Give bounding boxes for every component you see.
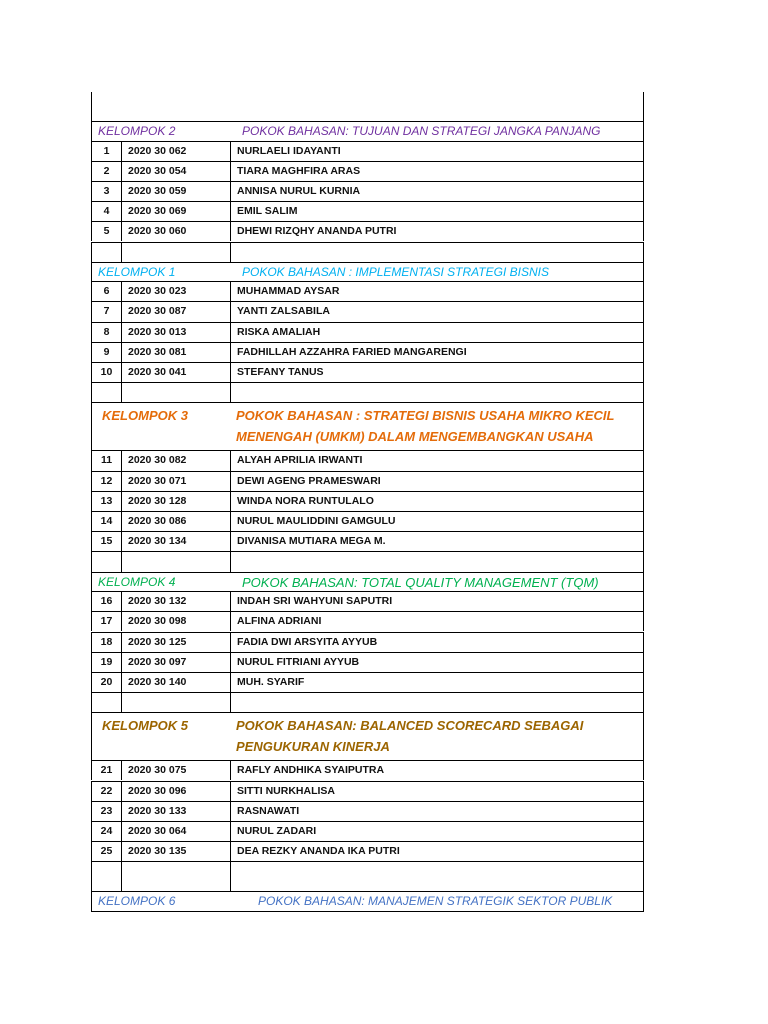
column-rule	[230, 450, 231, 470]
row-number: 19	[100, 655, 113, 668]
column-rule	[643, 342, 644, 362]
column-rule	[643, 221, 644, 241]
group-topic: POKOK BAHASAN : STRATEGI BISNIS USAHA MIKRO KECIL	[236, 408, 615, 424]
column-rule	[230, 281, 231, 301]
column-rule	[643, 531, 644, 551]
column-rule	[121, 611, 122, 631]
row-rule	[91, 342, 644, 343]
student-name: NURUL FITRIANI AYYUB	[237, 655, 360, 668]
column-rule	[121, 591, 122, 611]
column-rule	[643, 801, 644, 821]
column-rule	[230, 632, 231, 652]
row-number: 10	[100, 366, 113, 378]
column-rule	[230, 141, 231, 161]
column-rule	[121, 161, 122, 181]
row-rule	[91, 911, 644, 912]
column-rule	[643, 591, 644, 611]
student-name: MUHAMMAD AYSAR	[237, 285, 340, 298]
student-name: STEFANY TANUS	[237, 366, 324, 378]
row-number: 5	[103, 225, 110, 238]
group-topic: POKOK BAHASAN: MANAJEMEN STRATEGIK SEKTOR PUBLIK	[258, 894, 613, 909]
column-rule	[121, 382, 122, 402]
row-rule	[91, 551, 644, 552]
column-rule	[121, 221, 122, 241]
row-number: 12	[100, 474, 113, 487]
column-rule	[643, 491, 644, 511]
column-rule	[230, 491, 231, 511]
student-id: 2020 30 064	[128, 824, 187, 837]
column-rule	[643, 712, 644, 760]
column-rule	[643, 301, 644, 321]
column-rule	[230, 760, 231, 780]
row-number: 21	[100, 764, 113, 777]
student-name: NURUL MAULIDDINI GAMGULU	[237, 515, 396, 527]
column-rule	[121, 281, 122, 301]
row-rule	[91, 632, 644, 633]
row-number: 9	[103, 345, 110, 358]
column-rule	[230, 511, 231, 531]
column-rule	[643, 382, 644, 402]
column-rule	[643, 611, 644, 631]
student-id: 2020 30 041	[128, 366, 187, 378]
group-label: KELOMPOK 1	[98, 264, 176, 279]
column-rule	[643, 551, 644, 571]
student-id: 2020 30 098	[128, 615, 187, 628]
column-rule	[230, 652, 231, 672]
column-rule	[230, 201, 231, 221]
student-id: 2020 30 132	[128, 595, 187, 608]
column-rule	[643, 692, 644, 712]
student-id: 2020 30 086	[128, 515, 187, 527]
column-rule	[121, 781, 122, 801]
row-number: 23	[100, 804, 113, 817]
column-rule	[643, 760, 644, 780]
column-rule	[121, 632, 122, 652]
student-name: FADIA DWI ARSYITA AYYUB	[237, 635, 378, 648]
student-name: DEA REZKY ANANDA IKA PUTRI	[237, 845, 400, 858]
column-rule	[230, 362, 231, 382]
row-number: 15	[100, 535, 113, 548]
student-name: EMIL SALIM	[237, 205, 298, 218]
column-rule	[91, 262, 92, 282]
column-rule	[91, 861, 92, 891]
row-rule	[91, 382, 644, 383]
student-id: 2020 30 082	[128, 454, 187, 467]
row-rule	[91, 491, 644, 492]
student-name: DHEWI RIZQHY ANANDA PUTRI	[237, 225, 397, 238]
column-rule	[121, 801, 122, 821]
student-name: DIVANISA MUTIARA MEGA M.	[237, 535, 386, 548]
column-rule	[230, 801, 231, 821]
student-name: MUH. SYARIF	[237, 675, 305, 688]
group-topic: POKOK BAHASAN: BALANCED SCORECARD SEBAGAI	[236, 718, 584, 734]
student-id: 2020 30 069	[128, 205, 187, 218]
column-rule	[121, 342, 122, 362]
row-rule	[91, 511, 644, 512]
column-rule	[643, 281, 644, 301]
row-rule	[91, 281, 644, 282]
row-rule	[91, 181, 644, 182]
column-rule	[643, 781, 644, 801]
row-rule	[91, 841, 644, 842]
column-rule	[91, 692, 92, 712]
column-rule	[643, 450, 644, 470]
group-topic: MENENGAH (UMKM) DALAM MENGEMBANGKAN USAHA	[236, 429, 594, 445]
column-rule	[121, 821, 122, 841]
column-rule	[121, 652, 122, 672]
row-number: 25	[100, 845, 113, 858]
row-number: 17	[100, 615, 113, 628]
column-rule	[91, 551, 92, 571]
column-rule	[91, 121, 92, 141]
column-rule	[121, 450, 122, 470]
student-name: ANNISA NURUL KURNIA	[237, 184, 361, 197]
row-rule	[91, 531, 644, 532]
student-name: SITTI NURKHALISA	[237, 784, 335, 797]
group-topic: POKOK BAHASAN: TOTAL QUALITY MANAGEMENT (TQM)	[242, 574, 599, 590]
row-rule	[91, 471, 644, 472]
student-name: INDAH SRI WAHYUNI SAPUTRI	[237, 595, 393, 608]
row-rule	[91, 760, 644, 761]
row-rule	[91, 322, 644, 323]
row-number: 1	[103, 144, 110, 157]
column-rule	[230, 781, 231, 801]
student-name: FADHILLAH AZZAHRA FARIED MANGARENGI	[237, 345, 467, 358]
column-rule	[643, 891, 644, 911]
column-rule	[230, 531, 231, 551]
student-id: 2020 30 062	[128, 144, 187, 157]
column-rule	[230, 591, 231, 611]
column-rule	[643, 181, 644, 201]
student-id: 2020 30 125	[128, 635, 187, 648]
row-rule	[91, 861, 644, 862]
column-rule	[643, 161, 644, 181]
column-rule	[121, 531, 122, 551]
row-number: 22	[100, 784, 113, 797]
student-name: DEWI AGENG PRAMESWARI	[237, 474, 381, 487]
group-label: KELOMPOK 3	[102, 408, 188, 424]
row-rule	[91, 362, 644, 363]
column-rule	[643, 201, 644, 221]
column-rule	[230, 611, 231, 631]
column-rule	[230, 242, 231, 262]
student-id: 2020 30 087	[128, 305, 187, 318]
column-rule	[643, 861, 644, 891]
column-rule	[121, 242, 122, 262]
student-id: 2020 30 096	[128, 784, 187, 797]
student-id: 2020 30 097	[128, 655, 187, 668]
student-id: 2020 30 075	[128, 764, 187, 777]
row-number: 24	[100, 824, 113, 837]
row-rule	[91, 402, 644, 403]
column-rule	[121, 362, 122, 382]
column-rule	[121, 301, 122, 321]
row-number: 18	[100, 635, 113, 648]
row-rule	[91, 672, 644, 673]
student-name: RASNAWATI	[237, 804, 300, 817]
column-rule	[230, 181, 231, 201]
column-rule	[121, 841, 122, 861]
row-number: 7	[103, 305, 110, 318]
row-number: 6	[103, 285, 110, 298]
column-rule	[643, 572, 644, 592]
student-id: 2020 30 071	[128, 474, 187, 487]
column-rule	[121, 511, 122, 531]
column-rule	[643, 121, 644, 141]
column-rule	[643, 262, 644, 282]
row-rule	[91, 201, 644, 202]
student-name: NURUL ZADARI	[237, 824, 317, 837]
student-id: 2020 30 054	[128, 164, 187, 177]
row-rule	[91, 572, 644, 573]
column-rule	[230, 382, 231, 402]
row-rule	[91, 891, 644, 892]
column-rule	[121, 491, 122, 511]
column-rule	[121, 322, 122, 342]
column-rule	[91, 712, 92, 760]
column-rule	[643, 632, 644, 652]
group-label: KELOMPOK 4	[98, 574, 176, 589]
student-name: YANTI ZALSABILA	[237, 305, 330, 318]
row-number: 11	[100, 454, 113, 467]
row-number: 2	[103, 164, 110, 177]
column-rule	[121, 181, 122, 201]
row-rule	[91, 141, 644, 142]
student-id: 2020 30 059	[128, 184, 187, 197]
row-rule	[91, 591, 644, 592]
row-number: 8	[103, 325, 110, 338]
student-id: 2020 30 081	[128, 345, 187, 358]
column-rule	[230, 301, 231, 321]
row-rule	[91, 121, 644, 122]
column-rule	[643, 242, 644, 262]
column-rule	[230, 861, 231, 891]
column-rule	[230, 692, 231, 712]
column-rule	[643, 402, 644, 450]
row-number: 20	[100, 675, 113, 688]
student-name: RAFLY ANDHIKA SYAIPUTRA	[237, 764, 385, 777]
row-rule	[91, 801, 644, 802]
row-rule	[91, 161, 644, 162]
row-rule	[91, 301, 644, 302]
row-rule	[91, 242, 644, 243]
row-rule	[91, 652, 644, 653]
column-rule	[643, 672, 644, 692]
column-rule	[643, 511, 644, 531]
column-rule	[643, 821, 644, 841]
column-rule	[91, 891, 92, 911]
column-rule	[643, 841, 644, 861]
column-rule	[643, 471, 644, 491]
group-topic: POKOK BAHASAN: TUJUAN DAN STRATEGI JANGKA PANJANG	[242, 124, 601, 138]
column-rule	[643, 141, 644, 161]
row-number: 14	[100, 515, 113, 527]
student-id: 2020 30 023	[128, 285, 187, 298]
student-name: NURLAELI IDAYANTI	[237, 144, 341, 157]
row-rule	[91, 712, 644, 713]
student-id: 2020 30 134	[128, 535, 187, 548]
column-rule	[121, 692, 122, 712]
group-topic: POKOK BAHASAN : IMPLEMENTASI STRATEGI BISNIS	[242, 264, 549, 279]
row-number: 3	[103, 184, 110, 197]
column-rule	[230, 471, 231, 491]
column-rule	[230, 161, 231, 181]
column-rule	[91, 92, 92, 121]
column-rule	[121, 201, 122, 221]
column-rule	[643, 652, 644, 672]
student-id: 2020 30 135	[128, 845, 187, 858]
row-rule	[91, 450, 644, 451]
column-rule	[121, 672, 122, 692]
column-rule	[121, 861, 122, 891]
column-rule	[643, 362, 644, 382]
column-rule	[230, 841, 231, 861]
column-rule	[91, 242, 92, 262]
column-rule	[230, 322, 231, 342]
student-id: 2020 30 060	[128, 225, 187, 238]
student-name: ALYAH APRILIA IRWANTI	[237, 454, 363, 467]
student-id: 2020 30 013	[128, 325, 187, 338]
group-label: KELOMPOK 2	[98, 124, 176, 138]
row-number: 13	[100, 494, 113, 507]
row-number: 4	[103, 205, 110, 218]
student-name: TIARA MAGHFIRA ARAS	[237, 164, 361, 177]
student-id: 2020 30 133	[128, 804, 187, 817]
column-rule	[121, 471, 122, 491]
column-rule	[91, 382, 92, 402]
column-rule	[230, 672, 231, 692]
column-rule	[643, 92, 644, 121]
group-topic: PENGUKURAN KINERJA	[236, 739, 390, 755]
student-name: ALFINA ADRIANI	[237, 615, 322, 628]
student-id: 2020 30 140	[128, 675, 187, 688]
row-rule	[91, 221, 644, 222]
column-rule	[121, 141, 122, 161]
row-rule	[91, 781, 644, 782]
student-id: 2020 30 128	[128, 494, 187, 507]
student-name: WINDA NORA RUNTULALO	[237, 494, 374, 507]
column-rule	[91, 402, 92, 450]
row-rule	[91, 821, 644, 822]
group-label: KELOMPOK 5	[102, 718, 188, 734]
column-rule	[121, 551, 122, 571]
student-name: RISKA AMALIAH	[237, 325, 321, 338]
row-rule	[91, 692, 644, 693]
row-rule	[91, 611, 644, 612]
column-rule	[643, 322, 644, 342]
column-rule	[121, 760, 122, 780]
column-rule	[91, 572, 92, 592]
row-rule	[91, 262, 644, 263]
column-rule	[230, 342, 231, 362]
group-label: KELOMPOK 6	[98, 894, 176, 909]
column-rule	[230, 221, 231, 241]
row-number: 16	[100, 595, 113, 608]
column-rule	[230, 551, 231, 571]
column-rule	[230, 821, 231, 841]
